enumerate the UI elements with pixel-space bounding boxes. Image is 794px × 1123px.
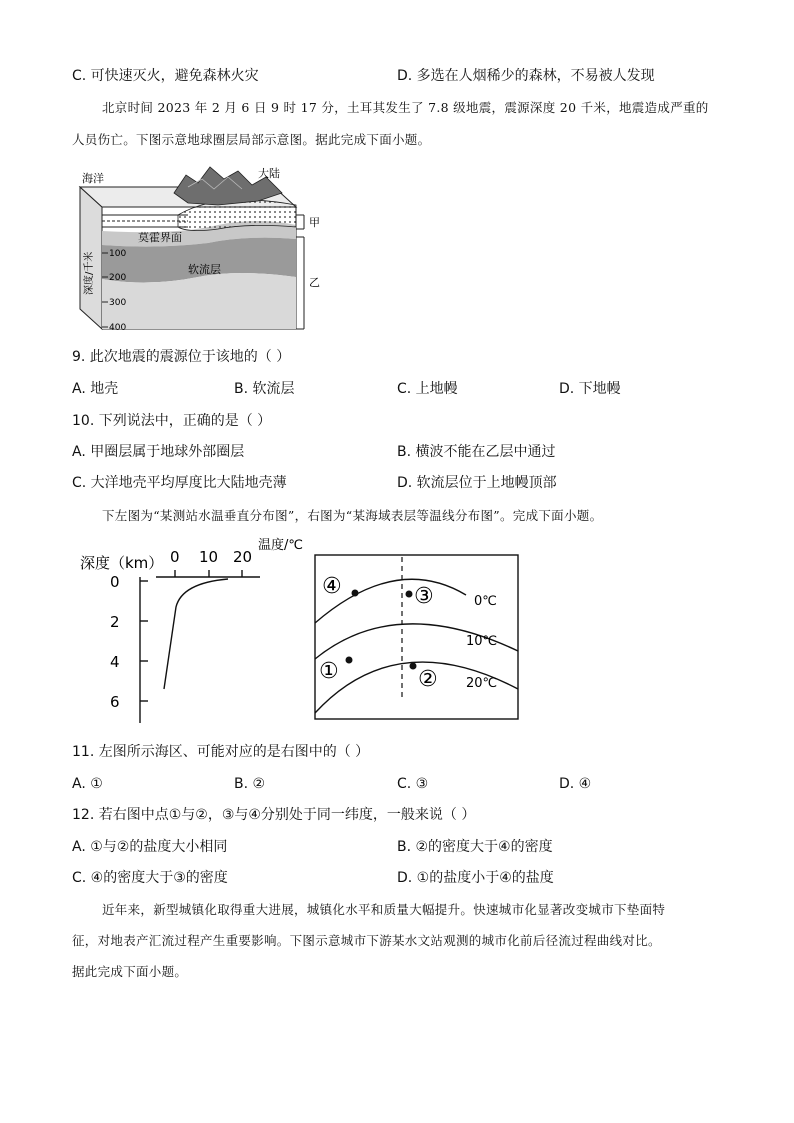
ocean-label: 海洋 <box>82 172 104 185</box>
passage1-line1: 北京时间 2023 年 2 月 6 日 9 时 17 分，土耳其发生了 7.8 级地震，震源深度 20 千米，地震造成严重的 <box>102 100 709 115</box>
q10-option-b[interactable]: B. 横波不能在乙层中通过 <box>397 444 556 460</box>
point-4-label: ④ <box>322 574 342 599</box>
passage3-line1: 近年来，新型城镇化取得重大进展，城镇化水平和质量大幅提升。快速城市化显著改变城市下垫面特 <box>102 902 666 917</box>
q11-option-c[interactable]: C. ③ <box>397 776 429 792</box>
q11-option-b[interactable]: B. ② <box>234 776 266 792</box>
option-d-prev: D. 多选在人烟稀少的森林，不易被人发现 <box>397 68 655 84</box>
y-tick-0: 0 <box>110 573 120 591</box>
depth-km-label: 深度（km） <box>80 554 164 572</box>
q9-option-d[interactable]: D. 下地幔 <box>559 381 621 397</box>
y-tick-2: 2 <box>110 613 120 631</box>
depth-tick-300: 300 <box>109 298 127 308</box>
point-1-label: ① <box>319 659 339 684</box>
isotherm-map-figure <box>256 533 526 727</box>
x-tick-0: 0 <box>170 548 180 566</box>
y-tick-6: 6 <box>110 693 120 711</box>
q10-option-c[interactable]: C. 大洋地壳平均厚度比大陆地壳薄 <box>72 475 287 491</box>
water-temp-profile-figure <box>78 535 268 734</box>
option-c-prev: C. 可快速灭火，避免森林火灾 <box>72 68 259 84</box>
passage3-line3: 据此完成下面小题。 <box>72 964 188 979</box>
q9-option-a[interactable]: A. 地壳 <box>72 381 119 397</box>
moho-label: 莫霍界面 <box>138 231 182 244</box>
x-tick-10: 10 <box>199 548 219 566</box>
q12-option-a[interactable]: A. ①与②的盐度大小相同 <box>72 839 228 855</box>
passage3-line2: 征，对地表产汇流过程产生重要影响。下图示意城市下游某水文站观测的城市化前后径流过程曲线对比。 <box>72 933 661 948</box>
q11-stem: 11. 左图所示海区、可能对应的是右图中的（ ） <box>72 744 370 760</box>
q9-option-c[interactable]: C. 上地幔 <box>397 381 458 397</box>
passage2-line1: 下左图为“某测站水温垂直分布图”，右图为“某海域表层等温线分布图”。完成下面小题。 <box>102 508 603 523</box>
earth-layers-figure <box>78 165 338 339</box>
depth-tick-200: 200 <box>109 273 127 283</box>
q12-stem: 12. 若右图中点①与②，③与④分别处于同一纬度，一般来说（ ） <box>72 807 476 823</box>
asthenosphere-label: 软流层 <box>188 263 221 276</box>
q11-option-a[interactable]: A. ① <box>72 776 103 792</box>
q10-stem: 10. 下列说法中，正确的是（ ） <box>72 413 272 429</box>
continent-label: 大陆 <box>258 167 280 180</box>
layer-jia-label: 甲 <box>309 216 320 229</box>
isotherm-20-label: 20℃ <box>466 676 498 691</box>
depth-tick-400: 400 <box>109 323 127 333</box>
q10-option-d[interactable]: D. 软流层位于上地幔顶部 <box>397 475 557 491</box>
layer-yi-label: 乙 <box>309 276 320 289</box>
q12-option-c[interactable]: C. ④的密度大于③的密度 <box>72 870 228 886</box>
q9-option-b[interactable]: B. 软流层 <box>234 381 295 397</box>
y-tick-4: 4 <box>110 653 120 671</box>
point-2-label: ② <box>418 667 438 692</box>
depth-axis-label: 深度/千米 <box>84 251 95 295</box>
point-3-label: ③ <box>414 584 434 609</box>
q9-stem: 9. 此次地震的震源位于该地的（ ） <box>72 349 291 365</box>
x-tick-20: 20 <box>233 548 253 566</box>
passage1-line2: 人员伤亡。下图示意地球圈层局部示意图。据此完成下面小题。 <box>72 132 431 147</box>
isotherm-0-label: 0℃ <box>474 594 497 609</box>
q12-option-b[interactable]: B. ②的密度大于④的密度 <box>397 839 553 855</box>
depth-tick-100: 100 <box>109 249 127 259</box>
q11-option-d[interactable]: D. ④ <box>559 776 592 792</box>
temperature-label: 温度/℃ <box>258 538 303 553</box>
q12-option-d[interactable]: D. ①的盐度小于④的盐度 <box>397 870 554 886</box>
q10-option-a[interactable]: A. 甲圈层属于地球外部圈层 <box>72 444 245 460</box>
isotherm-10-label: 10℃ <box>466 634 498 649</box>
